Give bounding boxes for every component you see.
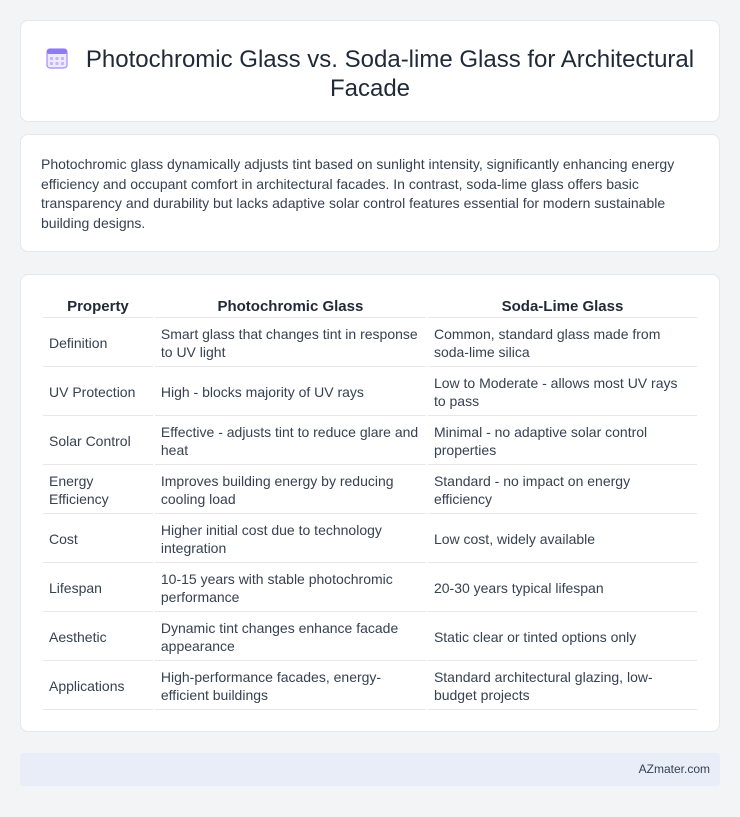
- header-photochromic: Photochromic Glass: [155, 297, 426, 318]
- cell-property: Applications: [43, 663, 153, 710]
- footer: [20, 753, 720, 786]
- comparison-card: [20, 274, 720, 732]
- cell-property: UV Protection: [43, 369, 153, 416]
- table-row: [43, 614, 697, 661]
- cell-property: Aesthetic: [43, 614, 153, 661]
- table-row: [43, 320, 697, 367]
- intro-card: [20, 134, 720, 252]
- header-property: Property: [43, 297, 153, 318]
- cell-soda-lime: 20-30 years typical lifespan: [428, 565, 697, 612]
- page-title: Photochromic Glass vs. Soda-lime Glass for Architectural Facade: [85, 46, 695, 102]
- table-row: [43, 516, 697, 563]
- table-row: [43, 369, 697, 416]
- footer-brand: AZmater.com: [638, 762, 710, 776]
- cell-soda-lime: Minimal - no adaptive solar control properties: [428, 418, 697, 465]
- cell-soda-lime: Static clear or tinted options only: [428, 614, 697, 661]
- cell-photochromic: Higher initial cost due to technology integration: [155, 516, 426, 563]
- cell-soda-lime: Standard - no impact on energy efficiency: [428, 467, 697, 514]
- cell-soda-lime: Standard architectural glazing, low-budget projects: [428, 663, 697, 710]
- page-title-wrap: [21, 45, 719, 103]
- header-soda-lime: Soda-Lime Glass: [428, 297, 697, 318]
- cell-property: Solar Control: [43, 418, 153, 465]
- cell-photochromic: High-performance facades, energy-efficient buildings: [155, 663, 426, 710]
- cell-property: Lifespan: [43, 565, 153, 612]
- table-row: [43, 663, 697, 710]
- cell-soda-lime: Low cost, widely available: [428, 516, 697, 563]
- comparison-table: [41, 295, 699, 712]
- cell-photochromic: High - blocks majority of UV rays: [155, 369, 426, 416]
- title-card: [20, 20, 720, 122]
- cell-photochromic: Effective - adjusts tint to reduce glare and heat: [155, 418, 426, 465]
- cell-photochromic: Smart glass that changes tint in response to UV light: [155, 320, 426, 367]
- cell-soda-lime: Low to Moderate - allows most UV rays to pass: [428, 369, 697, 416]
- cell-photochromic: Improves building energy by reducing cooling load: [155, 467, 426, 514]
- cell-photochromic: 10-15 years with stable photochromic performance: [155, 565, 426, 612]
- cell-property: Cost: [43, 516, 153, 563]
- table-row: [43, 467, 697, 514]
- cell-soda-lime: Common, standard glass made from soda-lime silica: [428, 320, 697, 367]
- cell-property: Definition: [43, 320, 153, 367]
- cell-property: Energy Efficiency: [43, 467, 153, 514]
- cell-photochromic: Dynamic tint changes enhance facade appearance: [155, 614, 426, 661]
- table-header-row: [43, 297, 697, 318]
- intro-paragraph: Photochromic glass dynamically adjusts tint based on sunlight intensity, significantly enhancing energy efficiency and occupant comfort in architectural facades. In contrast, soda-lime glass offers basic transparency and durability but lacks adaptive solar control features essential for modern sustainable building designs.: [41, 156, 675, 231]
- table-row: [43, 418, 697, 465]
- table-row: [43, 565, 697, 612]
- calendar-icon: [46, 47, 68, 69]
